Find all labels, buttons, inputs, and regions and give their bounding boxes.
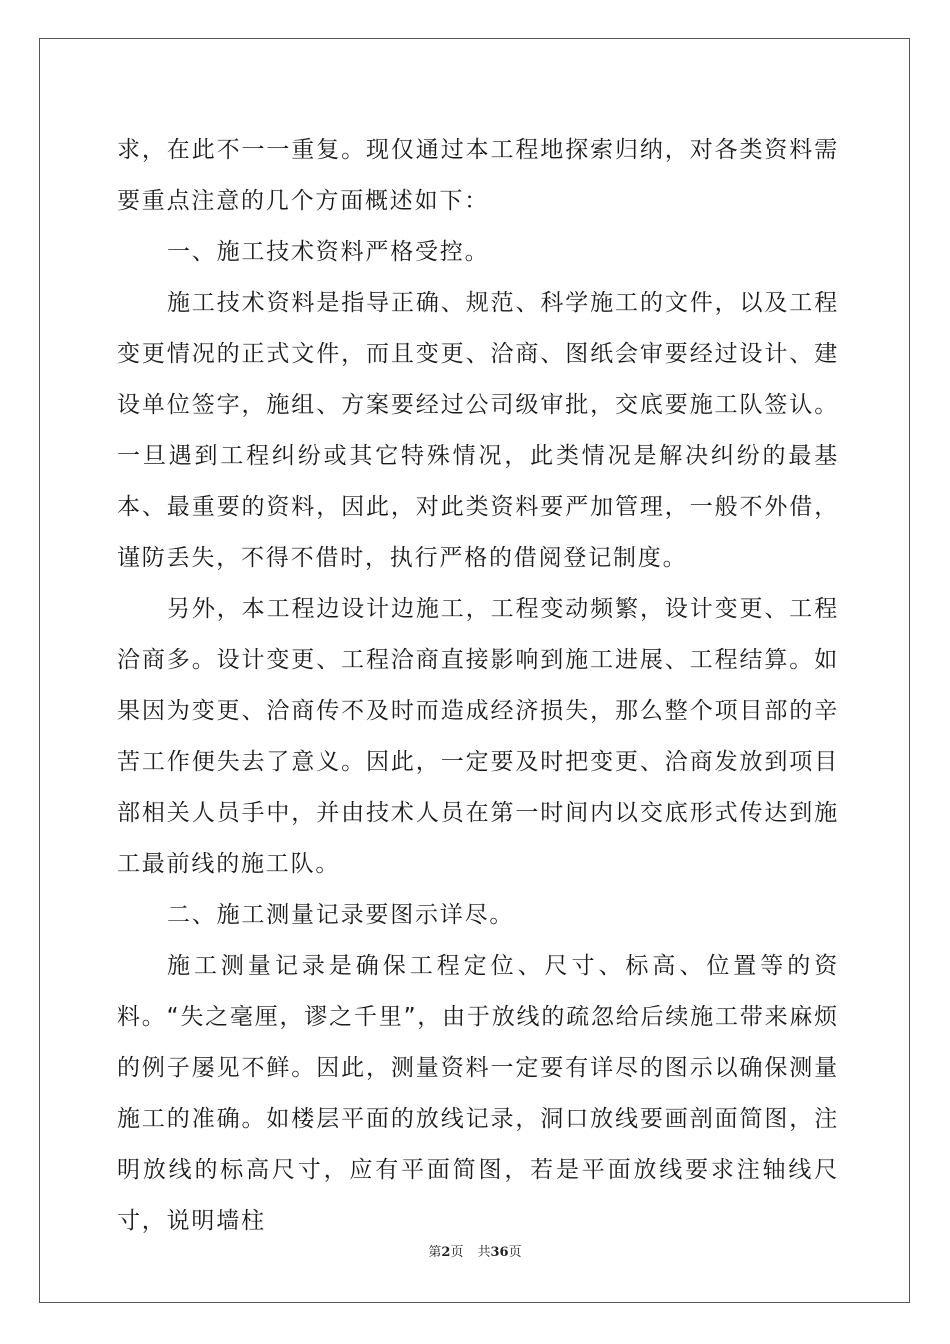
- paragraph-2: 施工技术资料是指导正确、规范、科学施工的文件，以及工程变更情况的正式文件，而且变更、洽商、图纸会审要经过设计、建设单位签字，施组、方案要经过公司级审批，交底要施工队签认。一旦遇到工程纠纷或其它特殊情况，此类情况是解决纠纷的最基本、最重要的资料，因此，对此类资料要严加管理，一般不外借，谨防丢失，不得不借时，执行严格的借阅登记制度。: [117, 290, 839, 571]
- heading-1: 一、施工技术资料严格受控。: [167, 239, 490, 265]
- paragraph-3: 另外，本工程边设计边施工，工程变动频繁，设计变更、工程洽商多。设计变更、工程洽商直接影响到施工进展、工程结算。如果因为变更、洽商传不及时而造成经济损失，那么整个项目部的辛苦工作便失去了意义。因此，一定要及时把变更、洽商发放到项目部相关人员手中，并由技术人员在第一时间内以交底形式传达到施工最前线的施工队。: [117, 596, 839, 877]
- paragraph-1: 求，在此不一一重复。现仅通过本工程地探索归纳，对各类资料需要重点注意的几个方面概述如下：: [117, 137, 839, 214]
- document-body: [117, 125, 839, 1247]
- paragraph-4: 施工测量记录是确保工程定位、尺寸、标高、位置等的资料。“失之毫厘，谬之千里”，由于放线的疏忽给后续施工带来麻烦的例子屡见不鲜。因此，测量资料一定要有详尽的图示以确保测量施工的准确。如楼层平面的放线记录，洞口放线要画剖面简图，注明放线的标高尺寸，应有平面简图，若是平面放线要求注轴线尺寸，说明墙柱: [117, 953, 839, 1234]
- page-prefix: 第: [428, 1245, 442, 1260]
- page-number: 2: [441, 1245, 451, 1260]
- total-suffix: 页: [508, 1245, 522, 1260]
- heading-2: 二、施工测量记录要图示详尽。: [167, 902, 515, 928]
- total-pages: 36: [490, 1245, 509, 1260]
- page-footer: [0, 1244, 950, 1262]
- total-prefix: 共: [477, 1245, 491, 1260]
- page-suffix: 页: [450, 1245, 464, 1260]
